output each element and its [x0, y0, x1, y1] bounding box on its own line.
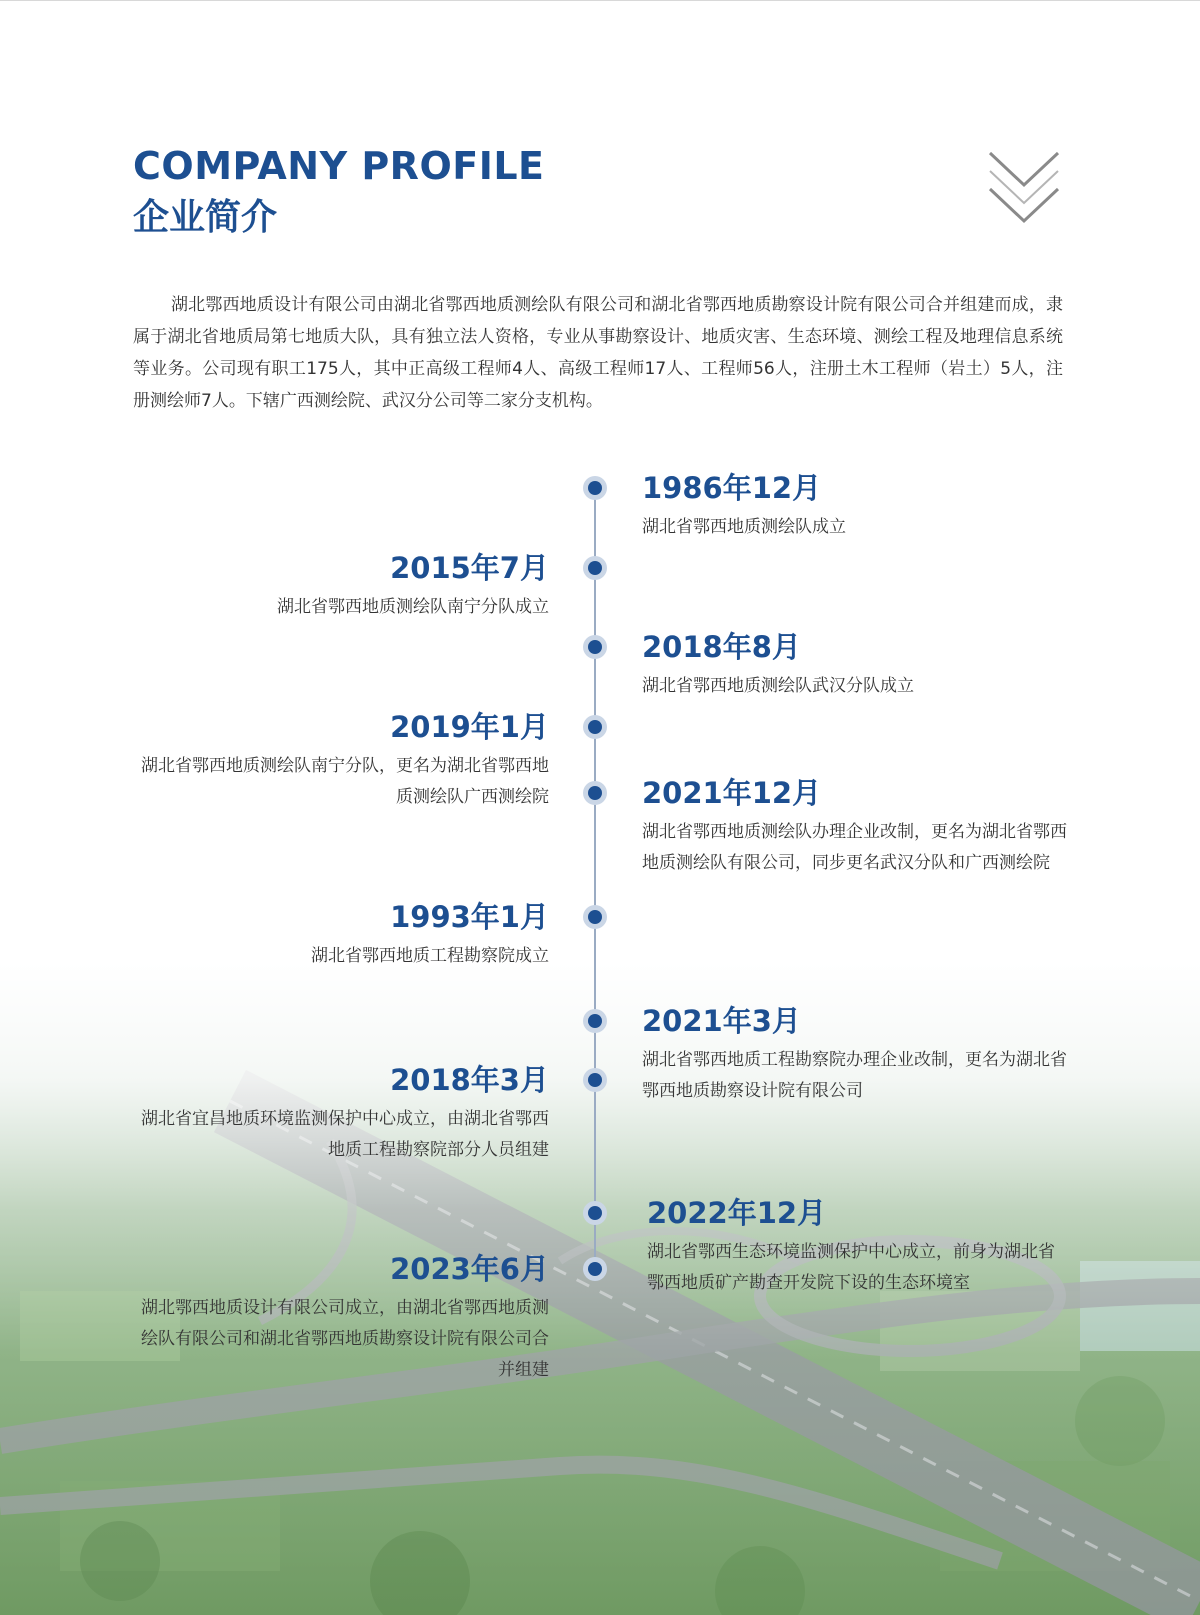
page-title-cn: 企业简介	[133, 197, 278, 238]
timeline-dot	[583, 905, 607, 929]
timeline-dot	[583, 781, 607, 805]
timeline-event	[647, 1195, 1067, 1299]
page-title-en: COMPANY PROFILE	[133, 144, 545, 188]
event-date: 2018年8月	[642, 630, 801, 664]
event-description: 湖北省鄂西地质工程勘察院办理企业改制，更名为湖北省鄂西地质勘察设计院有限公司	[642, 1050, 1067, 1101]
event-description: 湖北省鄂西地质测绘队成立	[642, 517, 846, 537]
timeline-dot	[583, 1257, 607, 1281]
event-description: 湖北省鄂西地质测绘队南宁分队成立	[277, 597, 549, 617]
timeline-event	[139, 709, 549, 813]
event-description: 湖北省鄂西地质测绘队武汉分队成立	[642, 676, 914, 696]
event-date: 2023年6月	[390, 1252, 549, 1286]
timeline-event	[129, 550, 549, 623]
timeline-dot	[583, 635, 607, 659]
event-date: 2021年3月	[642, 1004, 801, 1038]
timeline-dot	[583, 1201, 607, 1225]
event-date: 2019年1月	[390, 710, 549, 744]
timeline-dot	[583, 1068, 607, 1092]
double-chevron-down-icon	[988, 149, 1060, 235]
event-description: 湖北省鄂西地质测绘队南宁分队，更名为湖北省鄂西地质测绘队广西测绘院	[141, 756, 549, 807]
company-intro-paragraph: 湖北鄂西地质设计有限公司由湖北省鄂西地质测绘队有限公司和湖北省鄂西地质勘察设计院有限公司合并组建而成，隶属于湖北省地质局第七地质大队，具有独立法人资格，专业从事勘察设计、地质灾害、生态环境、测绘工程及地理信息系统等业务。公司现有职工175人，其中正高级工程师4人、高级工程师17人、工程师56人，注册土木工程师（岩土）5人，注册测绘师7人。下辖广西测绘院、武汉分公司等二家分支机构。	[133, 295, 1063, 411]
timeline-event	[139, 1062, 549, 1166]
event-date: 1993年1月	[390, 900, 549, 934]
event-date: 2021年12月	[642, 776, 822, 810]
timeline-axis	[594, 481, 596, 1271]
event-date: 2015年7月	[390, 551, 549, 585]
event-date: 2022年12月	[647, 1196, 827, 1230]
event-date: 2018年3月	[390, 1063, 549, 1097]
timeline-event	[129, 899, 549, 972]
event-description: 湖北省鄂西生态环境监测保护中心成立，前身为湖北省鄂西地质矿产勘查开发院下设的生态环境室	[647, 1242, 1055, 1293]
timeline-event	[642, 629, 1062, 702]
event-date: 1986年12月	[642, 471, 822, 505]
timeline-event	[139, 1251, 549, 1386]
timeline-event	[642, 470, 1062, 543]
timeline-dot	[583, 1009, 607, 1033]
timeline-event	[642, 1003, 1067, 1107]
event-description: 湖北鄂西地质设计有限公司成立，由湖北省鄂西地质测绘队有限公司和湖北省鄂西地质勘察设计院有限公司合并组建	[141, 1298, 549, 1380]
timeline-dot	[583, 476, 607, 500]
timeline-dot	[583, 715, 607, 739]
timeline-event	[642, 775, 1067, 879]
event-description: 湖北省鄂西地质测绘队办理企业改制，更名为湖北省鄂西地质测绘队有限公司，同步更名武汉分队和广西测绘院	[642, 822, 1067, 873]
event-description: 湖北省鄂西地质工程勘察院成立	[311, 946, 549, 966]
timeline-dot	[583, 556, 607, 580]
event-description: 湖北省宜昌地质环境监测保护中心成立，由湖北省鄂西地质工程勘察院部分人员组建	[141, 1109, 549, 1160]
